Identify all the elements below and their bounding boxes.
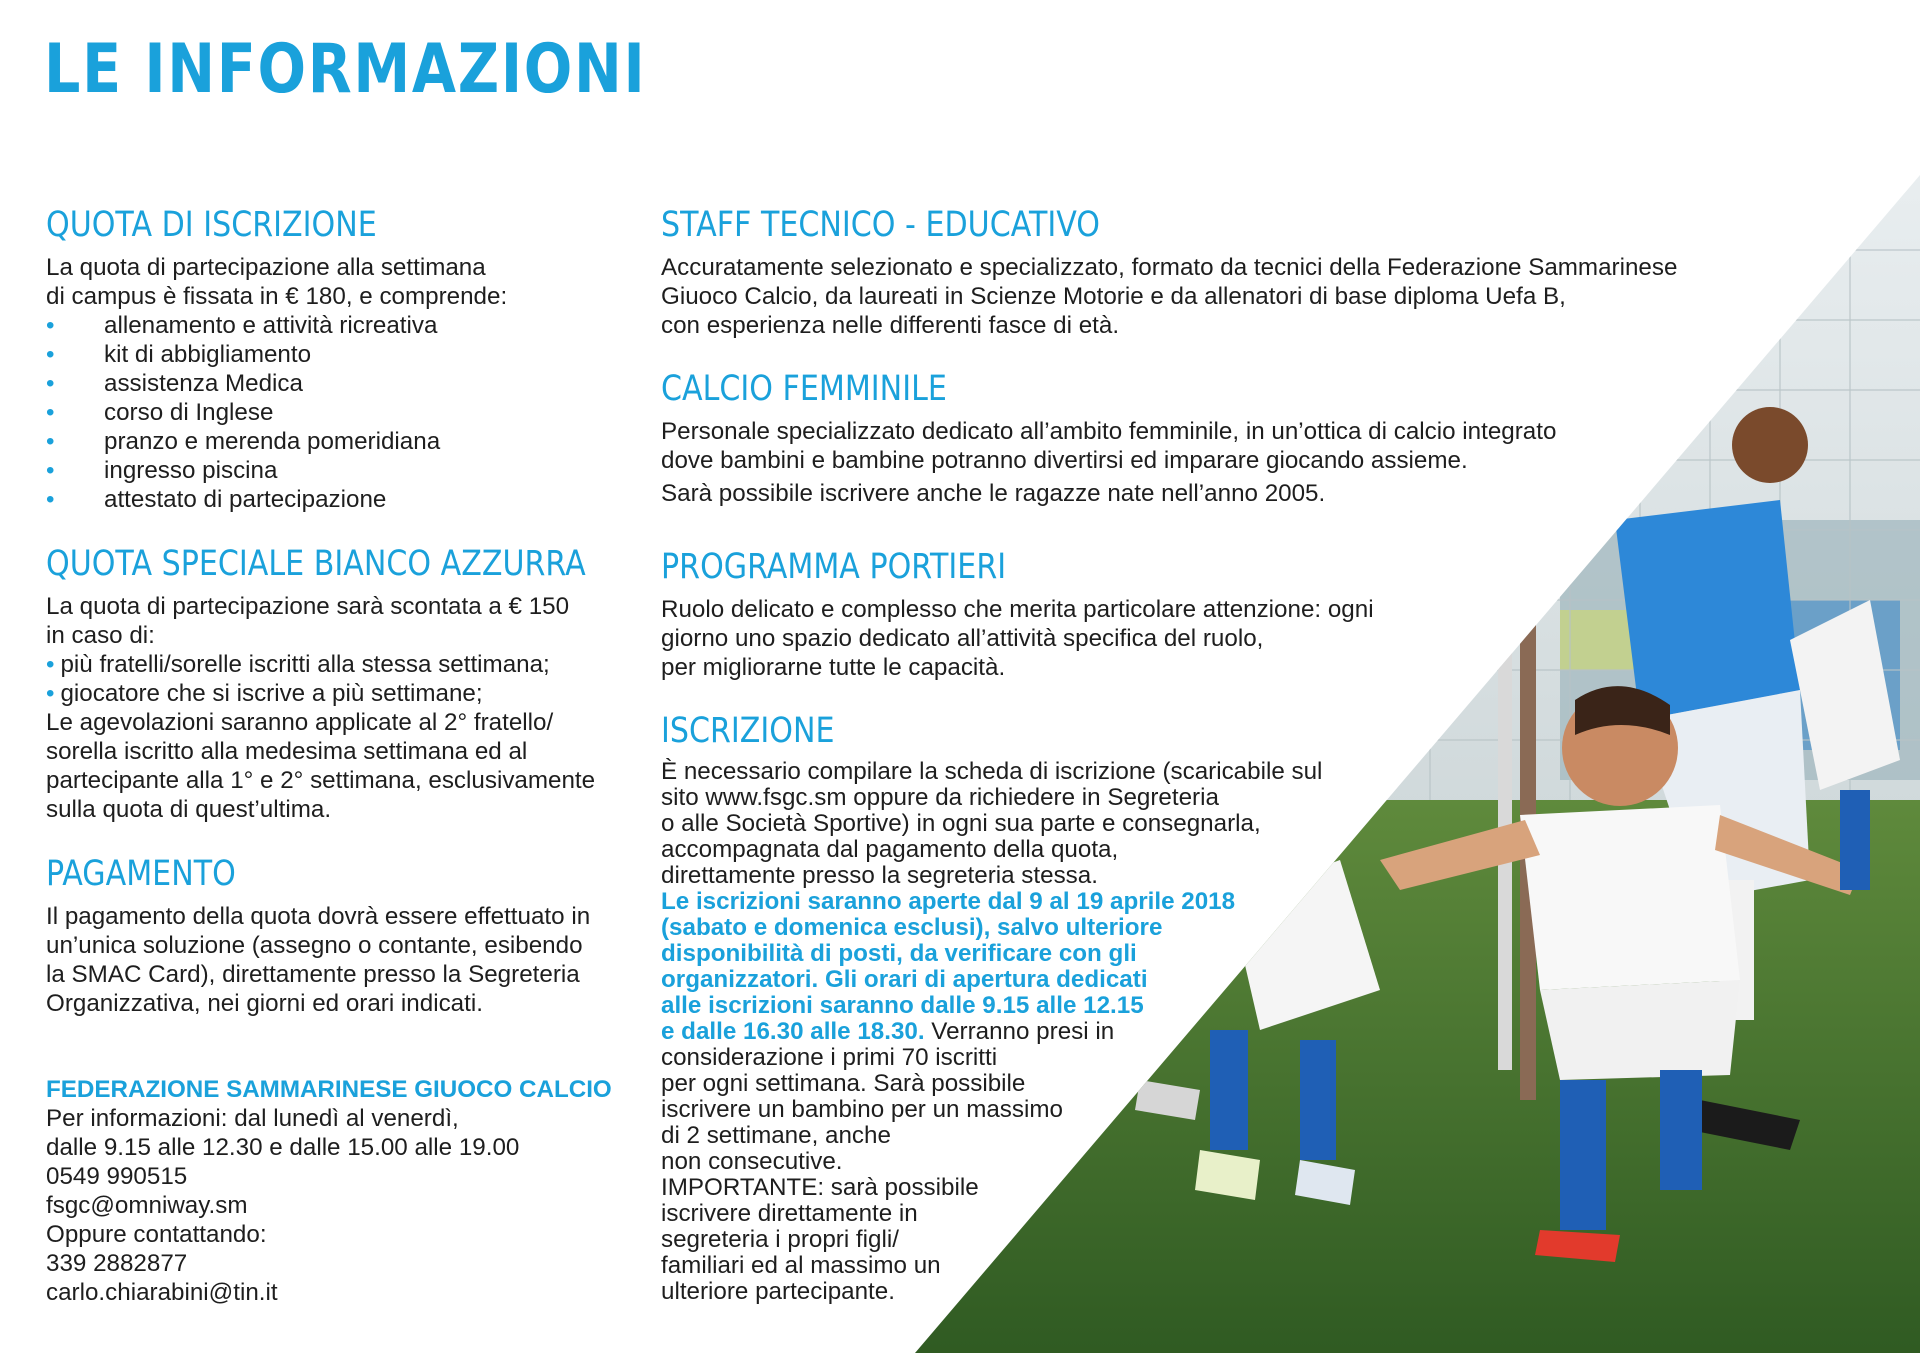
phone-number: 339 2882877 — [46, 1250, 188, 1277]
intro-line: La quota di partecipazione alla settimana — [46, 253, 486, 281]
body-line: Personale specializzato dedicato all’ambito femminile, in un’ottica di calcio integrato — [661, 417, 1557, 445]
body-line: considerazione i primi 70 iscritti — [661, 1043, 998, 1071]
body-line: Sarà possibile iscrivere anche le ragazze nate nell’anno 2005. — [661, 479, 1326, 507]
section-heading: PROGRAMMA PORTIERI — [661, 547, 1007, 587]
outro-line: Le agevolazioni saranno applicate al 2° fratello/ — [46, 708, 554, 736]
mixed-line — [661, 1019, 1322, 1045]
outro-line: partecipante alla 1° e 2° settimana, esclusivamente — [46, 766, 596, 794]
list-item-text: corso di Inglese — [104, 398, 274, 426]
section-quota-speciale — [46, 545, 646, 824]
body-line: non consecutive. — [661, 1147, 843, 1175]
body-line: iscrivere direttamente in — [661, 1199, 918, 1227]
list-item-text: pranzo e merenda pomeridiana — [104, 427, 441, 455]
section-quota-iscrizione — [46, 206, 646, 514]
bullet-icon: • — [46, 340, 55, 368]
section-staff — [661, 206, 1677, 340]
contact-line: Per informazioni: dal lunedì al venerdì, — [46, 1105, 459, 1132]
list-item — [46, 398, 646, 427]
list-item-text: giocatore che si iscrive a più settimane; — [60, 679, 483, 707]
list-item — [46, 369, 646, 398]
body-line: un’unica soluzione (assegno o contante, esibendo — [46, 931, 583, 959]
body-line: con esperienza nelle differenti fasce di età. — [661, 311, 1120, 339]
body-line: Ruolo delicato e complesso che merita particolare attenzione: ogni — [661, 595, 1374, 623]
body-line: per ogni settimana. Sarà possibile — [661, 1069, 1026, 1097]
list-item-text: kit di abbigliamento — [104, 340, 312, 368]
list-item — [46, 650, 646, 679]
intro-line: in caso di: — [46, 621, 155, 649]
section-heading: QUOTA DI ISCRIZIONE — [46, 205, 377, 245]
section-calcio-femminile — [661, 370, 1556, 508]
bullet-icon: • — [46, 369, 55, 397]
bullet-icon: • — [46, 456, 55, 484]
body-line: sito www.fsgc.sm oppure da richiedere in Segreteria — [661, 783, 1219, 811]
body-line: Giuoco Calcio, da laureati in Scienze Motorie e da allenatori di base diploma Uefa B, — [661, 282, 1566, 310]
list-item-text: ingresso piscina — [104, 456, 278, 484]
outro-line: sorella iscritto alla medesima settimana ed al — [46, 737, 528, 765]
body-line: di 2 settimane, anche — [661, 1121, 891, 1149]
body-line: IMPORTANTE: sarà possibile — [661, 1173, 979, 1201]
highlight-line: organizzatori. Gli orari di apertura dedicati — [661, 965, 1148, 993]
section-federazione-contacts — [46, 1075, 666, 1307]
highlight-text: e dalle 16.30 alle 18.30. — [661, 1017, 925, 1045]
discount-cases-list — [46, 650, 646, 708]
list-item — [46, 427, 646, 456]
bullet-icon: • — [46, 311, 55, 339]
section-heading: ISCRIZIONE — [661, 711, 835, 751]
body-line: la SMAC Card), direttamente presso la Segreteria — [46, 960, 580, 988]
list-item — [46, 485, 646, 514]
list-item-text: più fratelli/sorelle iscritti alla stessa settimana; — [60, 650, 550, 678]
bullet-icon: • — [46, 650, 55, 678]
outro-line: sulla quota di quest’ultima. — [46, 795, 332, 823]
body-line: Accuratamente selezionato e specializzato, formato da tecnici della Federazione Sammarinese — [661, 253, 1678, 281]
body-line: Il pagamento della quota dovrà essere effettuato in — [46, 902, 591, 930]
section-pagamento — [46, 855, 646, 1018]
highlight-line: disponibilità di posti, da verificare con gli — [661, 939, 1137, 967]
section-heading: QUOTA SPECIALE BIANCO AZZURRA — [46, 544, 586, 584]
body-line: o alle Società Sportive) in ogni sua parte e consegnarla, — [661, 809, 1261, 837]
included-items-list — [46, 311, 646, 514]
list-item — [46, 340, 646, 369]
highlight-line: (sabato e domenica esclusi), salvo ulteriore — [661, 913, 1163, 941]
body-line: Organizzativa, nei giorni ed orari indicati. — [46, 989, 483, 1017]
page-title: LE INFORMAZIONI — [44, 30, 647, 109]
bullet-icon: • — [46, 427, 55, 455]
list-item — [46, 311, 646, 340]
section-heading: STAFF TECNICO - EDUCATIVO — [661, 205, 1100, 245]
body-line: giorno uno spazio dedicato all’attività specifica del ruolo, — [661, 624, 1264, 652]
section-iscrizione — [661, 712, 1322, 1305]
body-line: per migliorarne tutte le capacità. — [661, 653, 1006, 681]
list-item-text: allenamento e attività ricreativa — [104, 311, 438, 339]
section-programma-portieri — [661, 548, 1374, 682]
intro-line: La quota di partecipazione sarà scontata a € 150 — [46, 592, 570, 620]
highlight-line: alle iscrizioni saranno dalle 9.15 alle 12.15 — [661, 991, 1144, 1019]
contact-line: dalle 9.15 alle 12.30 e dalle 15.00 alle 19.00 — [46, 1134, 520, 1161]
body-line: È necessario compilare la scheda di iscrizione (scaricabile sul — [661, 757, 1323, 785]
list-item-text: attestato di partecipazione — [104, 485, 387, 513]
list-item-text: assistenza Medica — [104, 369, 303, 397]
list-item — [46, 679, 646, 708]
contact-line: Oppure contattando: — [46, 1221, 267, 1248]
body-line: direttamente presso la segreteria stessa. — [661, 861, 1098, 889]
body-text: Verranno presi in — [924, 1017, 1115, 1045]
email-link[interactable]: fsgc@omniway.sm — [46, 1192, 248, 1219]
bullet-icon: • — [46, 398, 55, 426]
body-line: ulteriore partecipante. — [661, 1277, 895, 1305]
phone-number: 0549 990515 — [46, 1163, 188, 1190]
highlight-line: Le iscrizioni saranno aperte dal 9 al 19 aprile 2018 — [661, 887, 1236, 915]
intro-line: di campus è fissata in € 180, e comprende: — [46, 282, 508, 310]
section-heading: PAGAMENTO — [46, 854, 236, 894]
bullet-icon: • — [46, 485, 55, 513]
bullet-icon: • — [46, 679, 55, 707]
email-link[interactable]: carlo.chiarabini@tin.it — [46, 1279, 278, 1306]
body-line: familiari ed al massimo un — [661, 1251, 941, 1279]
federation-name: FEDERAZIONE SAMMARINESE GIUOCO CALCIO — [46, 1076, 612, 1103]
body-line: dove bambini e bambine potranno divertirsi ed imparare giocando assieme. — [661, 446, 1468, 474]
body-line: iscrivere un bambino per un massimo — [661, 1095, 1063, 1123]
list-item — [46, 456, 646, 485]
body-line: accompagnata dal pagamento della quota, — [661, 835, 1119, 863]
section-heading: CALCIO FEMMINILE — [661, 369, 947, 409]
body-line: segreteria i propri figli/ — [661, 1225, 899, 1253]
